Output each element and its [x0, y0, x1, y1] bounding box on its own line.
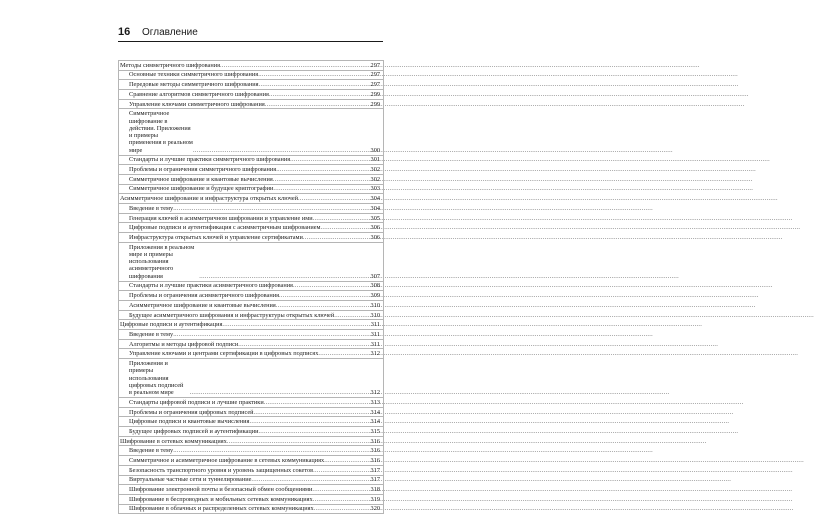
toc-entry-title: Генерация ключей в асимметричном шифровании и управление ими	[129, 214, 313, 222]
toc-entry-title: Стандарты цифровой подписи и лучшие практики	[129, 398, 264, 406]
toc-entry-page: 315	[370, 427, 380, 435]
dot-leader	[222, 321, 369, 328]
toc-subsection-entry	[118, 291, 383, 301]
dot-leader	[290, 156, 369, 163]
toc-entry-page: 318	[370, 486, 380, 494]
dot-leader	[259, 81, 370, 88]
page-number: 16	[118, 26, 131, 38]
toc-entry-title: Асимметричное шифрование и инфраструктура открытых ключей	[120, 195, 299, 203]
toc-entry-page: 306	[370, 224, 380, 232]
toc-subsection-entry	[118, 100, 383, 110]
toc-entry-title: Цифровые подписи и аутентификация	[120, 321, 223, 329]
toc-entry-page: 300	[370, 146, 380, 154]
toc-entry-page: 316	[370, 456, 380, 464]
toc-entry-page: 304	[370, 204, 380, 212]
toc-entry-title: Проблемы и ограничения асимметричного шифрования	[129, 292, 279, 300]
toc-entry-title: Шифрование в облачных и распределенных сетевых коммуникациях	[129, 505, 314, 513]
dot-leader	[173, 205, 369, 212]
dot-leader	[303, 234, 370, 241]
toc-entry-title: Шифрование в беспроводных и мобильных сетевых коммуникациях	[129, 495, 313, 503]
toc-entry-page: 311	[370, 330, 380, 338]
toc-entry-page: 319	[370, 495, 380, 503]
dot-leader	[258, 428, 369, 435]
toc-subsection-entry	[118, 185, 383, 195]
toc-entry-page: 317	[370, 466, 380, 474]
toc-subsection-entry	[118, 175, 383, 185]
dot-leader	[264, 399, 370, 406]
dot-leader	[220, 62, 370, 69]
dot-leader	[293, 282, 370, 289]
dot-leader	[320, 224, 369, 231]
toc-subsection-entry	[118, 485, 383, 495]
toc-subsection-entry	[118, 233, 383, 243]
dot-leader	[314, 505, 370, 512]
dot-leader	[254, 409, 370, 416]
toc-entry-title: Методы симметричного шифрования	[120, 61, 220, 69]
toc-subsection-entry	[118, 456, 383, 466]
toc-entry-title: Будущее асимметричного шифрования и инфраструктуры открытых ключей	[129, 311, 335, 319]
toc-entry-title	[129, 360, 190, 396]
toc-entry-page: 297	[370, 61, 380, 69]
toc-subsection-entry	[118, 156, 383, 166]
toc-entry-title: Проблемы и ограничения цифровых подписей	[129, 408, 254, 416]
toc-subsection-entry	[118, 427, 383, 437]
dot-leader	[298, 195, 370, 202]
toc-entry-page: 317	[370, 476, 380, 484]
dot-leader	[238, 341, 370, 348]
toc-entry-title: Симметричное шифрование и квантовые вычисления	[129, 175, 273, 183]
dot-leader	[190, 389, 370, 396]
toc-entry-page: 297	[370, 81, 380, 89]
toc-entry-page: 314	[370, 408, 380, 416]
toc-entry-title-line1: Приложения в реальном мире и примеры использования асимметричного	[129, 243, 195, 273]
dot-leader	[313, 215, 370, 222]
toc-entry-title: Управление ключами и центрами сертификации в цифровых подписях	[129, 350, 319, 358]
toc-subsection-entry	[118, 243, 383, 282]
toc-entry-page: 304	[370, 195, 380, 203]
dot-leader	[334, 312, 369, 319]
dot-leader	[318, 350, 369, 357]
toc-subsection-entry	[118, 109, 383, 155]
toc-subsection-entry	[118, 311, 383, 321]
toc-entry-page: 307	[370, 272, 380, 280]
toc-subsection-entry	[118, 80, 383, 90]
dot-leader	[273, 176, 370, 183]
toc-entry-title-line2: в реальном мире	[129, 389, 174, 397]
toc-subsection-entry	[118, 330, 383, 340]
dot-leader	[227, 438, 370, 445]
toc-entry-title: Стандарты и лучшие практики симметричного шифрования	[129, 156, 291, 164]
toc-entry-page: 302	[370, 166, 380, 174]
table-border-right	[383, 60, 384, 514]
dot-leader	[173, 331, 370, 338]
toc-entry-title: Цифровые подписи и аутентификация с асимметричным шифрованием	[129, 224, 321, 232]
toc-entry-title: Инфраструктура открытых ключей и управление сертификатами	[129, 233, 303, 241]
dot-leader	[258, 71, 369, 78]
toc-entry-title: Проблемы и ограничения симметричного шифрования	[129, 166, 277, 174]
toc-entry-title-line1: Симметричное шифрование в действии. Приложения и примеры	[129, 110, 191, 140]
dot-leader	[269, 91, 370, 98]
dot-leader	[312, 486, 369, 493]
toc-entry-title: Управление ключами симметричного шифрования	[129, 100, 265, 108]
toc-entry-title: Асимметричное шифрование и квантовые вычисления	[129, 301, 276, 309]
toc-section-entry	[118, 320, 383, 330]
toc-subsection-entry	[118, 165, 383, 175]
toc-subsection-entry	[118, 495, 383, 505]
toc-entry-title: Симметричное и асимметричное шифрование в сетевых коммуникациях	[129, 456, 325, 464]
toc-entry-page: 311	[370, 340, 380, 348]
dot-leader	[276, 302, 370, 309]
toc-entry-page: 313	[370, 398, 380, 406]
dot-leader	[265, 101, 370, 108]
toc-entry-page: 312	[370, 389, 380, 397]
toc-entry-title: Будущее цифровых подписей и аутентификации	[129, 427, 259, 435]
toc-subsection-entry	[118, 466, 383, 476]
toc-entry-page: 302	[370, 175, 380, 183]
dot-leader	[249, 418, 369, 425]
table-of-contents	[118, 60, 383, 514]
toc-section-entry	[118, 437, 383, 447]
toc-subsection-entry	[118, 349, 383, 359]
dot-leader	[313, 467, 369, 474]
running-header	[118, 26, 198, 38]
toc-subsection-entry	[118, 505, 383, 514]
toc-subsection-entry	[118, 340, 383, 350]
toc-entry-title-line1: Приложения и примеры использования цифровых подписей	[129, 359, 184, 389]
dot-leader	[276, 166, 369, 173]
toc-subsection-entry	[118, 223, 383, 233]
toc-entry-title: Введение в тему	[129, 204, 174, 212]
toc-entry-page: 297	[370, 71, 380, 79]
toc-entry-page: 309	[370, 292, 380, 300]
dot-leader	[199, 273, 369, 280]
toc-subsection-entry	[118, 214, 383, 224]
toc-entry-page: 320	[370, 505, 380, 513]
toc-subsection-entry	[118, 90, 383, 100]
toc-entry-title: Передовые методы симметричного шифрования	[129, 81, 259, 89]
toc-entry-page: 311	[370, 321, 380, 329]
toc-entry-title: Алгоритмы и методы цифровой подписи	[129, 340, 239, 348]
toc-subsection-entry	[118, 359, 383, 398]
toc-entry-page: 299	[370, 90, 380, 98]
dot-leader	[313, 496, 370, 503]
toc-subsection-entry	[118, 417, 383, 427]
toc-entry-page: 305	[370, 214, 380, 222]
dot-leader	[193, 147, 370, 154]
toc-entry-title: Сравнение алгоритмов симметричного шифрования	[129, 90, 269, 98]
dot-leader	[324, 457, 369, 464]
toc-section-entry	[118, 61, 383, 71]
toc-entry-title: Основные техники симметричного шифрования	[129, 71, 259, 79]
toc-entry-title-line2: применения в реальном мире	[129, 139, 193, 154]
dot-leader	[273, 185, 369, 192]
toc-entry-title: Введение в тему	[129, 447, 174, 455]
toc-entry-page: 310	[370, 301, 380, 309]
toc-subsection-entry	[118, 408, 383, 418]
toc-entry-title: Симметричное шифрование и будущее криптографии	[129, 185, 274, 193]
toc-entry-title: Стандарты и лучшие практики асимметричного шифрования	[129, 282, 293, 290]
toc-entry-title	[129, 110, 193, 154]
toc-entry-page: 301	[370, 156, 380, 164]
toc-entry-page: 314	[370, 418, 380, 426]
toc-subsection-entry	[118, 71, 383, 81]
table-border-left	[118, 60, 119, 514]
toc-entry-title: Шифрование в сетевых коммуникациях	[120, 437, 227, 445]
toc-entry-page: 312	[370, 350, 380, 358]
header-rule	[118, 41, 383, 42]
toc-subsection-entry	[118, 301, 383, 311]
toc-entry-title	[129, 244, 199, 280]
toc-entry-page: 306	[370, 233, 380, 241]
toc-entry-page: 316	[370, 447, 380, 455]
toc-entry-page: 310	[370, 311, 380, 319]
toc-section-entry	[118, 194, 383, 204]
toc-subsection-entry	[118, 446, 383, 456]
toc-entry-title: Виртуальные частные сети и туннелирование	[129, 476, 252, 484]
toc-subsection-entry	[118, 398, 383, 408]
running-title: Оглавление	[142, 27, 198, 38]
toc-entry-page: 299	[370, 100, 380, 108]
dot-leader	[251, 476, 369, 483]
toc-entry-page: 303	[370, 185, 380, 193]
dot-leader	[279, 292, 370, 299]
toc-subsection-entry	[118, 282, 383, 292]
toc-entry-page: 308	[370, 282, 380, 290]
toc-subsection-entry	[118, 204, 383, 214]
dot-leader	[173, 447, 369, 454]
toc-entry-title: Шифрование электронной почты и безопасный обмен сообщениями	[129, 486, 313, 494]
toc-entry-title-line2: шифрования	[129, 272, 163, 280]
toc-entry-page: 316	[370, 437, 380, 445]
toc-entry-title: Безопасность транспортного уровня и уровень защищенных сокетов	[129, 466, 314, 474]
toc-subsection-entry	[118, 476, 383, 486]
toc-entry-title: Цифровые подписи и квантовые вычисления	[129, 418, 250, 426]
toc-entry-title: Введение в тему	[129, 330, 174, 338]
